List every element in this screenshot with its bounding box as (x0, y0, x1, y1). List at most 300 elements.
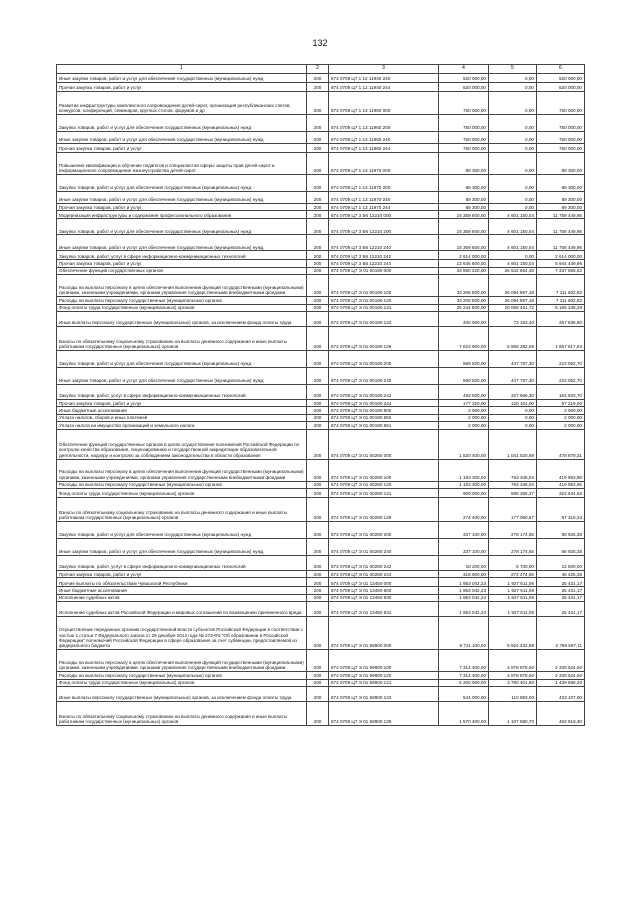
row-value-remaining: 520 000,00 (537, 74, 585, 83)
row-value-approved: 274 400,00 (439, 498, 489, 522)
row-value-executed: 1 107 580,70 (489, 702, 537, 726)
row-value-remaining: 419 953,96 (537, 481, 585, 488)
row-description: Обеспечение функций государственных органов (57, 267, 307, 274)
row-value-executed: 110 893,00 (489, 687, 537, 702)
row-value-executed: 0,00 (489, 115, 537, 132)
table-row (57, 459, 585, 481)
row-value-approved: 2 000,00 (439, 414, 489, 421)
row-description: Расходы на выплаты персоналу в целях обеспечения выполнения функций государственными (муниципальными) органами, казенными учреждениями, органами управления государственными внебюджетными фондами (57, 275, 307, 297)
row-description: Закупка товаров, работ, услуг в сфере информационно-коммуникационных технологий (57, 385, 307, 400)
row-value-approved: 1 953 042,23 (439, 587, 489, 594)
row-code: 200 (307, 481, 329, 488)
table-row (57, 489, 585, 498)
row-value-remaining: 2 335 524,50 (537, 650, 585, 672)
row-value-approved: 7 314 400,00 (439, 650, 489, 672)
row-value-executed: 5 966 282,06 (489, 327, 537, 351)
row-value-approved: 7 623 900,00 (439, 327, 489, 351)
row-budget-code: 874 0709 Ц7 Э 01 00280 120 (329, 481, 439, 488)
row-budget-code: 874 0709 Ц7 3 Б6 12210 244 (329, 260, 439, 267)
row-budget-code: 874 0709 Ц7 Э 01 59900 122 (329, 687, 439, 702)
table-row (57, 407, 585, 414)
row-value-executed: 1 041 520,69 (489, 429, 537, 459)
table-row (57, 687, 585, 702)
row-value-approved: 5 200 000,00 (439, 679, 489, 686)
row-code: 200 (307, 219, 329, 235)
row-value-remaining: 1 657 617,94 (537, 327, 585, 351)
row-code: 200 (307, 400, 329, 407)
row-budget-code: 874 0709 Ц7 Э 01 13450 831 (329, 602, 439, 617)
row-description: Взносы по обязательному социальному страхованию на выплаты денежного содержания и иные выплаты работникам государственных (муниципальных) органов (57, 498, 307, 522)
row-description: Иные выплаты персоналу государственных (муниципальных) органов, за исключением фонда оплаты труда (57, 312, 307, 327)
row-code: 200 (307, 429, 329, 459)
table-row (57, 74, 585, 83)
row-code: 200 (307, 251, 329, 260)
row-value-remaining: 2 786 667,11 (537, 617, 585, 650)
row-description: Закупка товаров, работ и услуг для обеспечения государственных (муниципальных) нужд (57, 115, 307, 132)
row-value-approved: 750 000,00 (439, 132, 489, 144)
row-code: 200 (307, 92, 329, 115)
column-header: 2 (307, 65, 329, 74)
row-value-remaining: 462 819,30 (537, 702, 585, 726)
row-value-approved: 337 100,00 (439, 539, 489, 556)
table-header-row (57, 65, 585, 74)
row-value-executed: 0,00 (489, 83, 537, 92)
table-row (57, 602, 585, 617)
row-value-approved: 669 820,00 (439, 368, 489, 385)
row-value-executed: 586 265,37 (489, 489, 537, 498)
row-budget-code: 874 0709 Ц7 Э 01 00280 242 (329, 556, 439, 571)
row-code: 200 (307, 267, 329, 274)
row-code: 200 (307, 204, 329, 211)
row-description: Осуществление переданных органам государственной власти субъектов Российской Федерации в соответствии с частью 1 статьи 7 Федерального закона от 29 декабря 2012 года № 273-ФЗ "Об образовании в Российской Федерации" полномочий Российской Федерации в сфере образования за счет субвенции, предоставляемой из федерального бюджета (57, 617, 307, 650)
row-value-executed: 5 924 432,89 (489, 617, 537, 650)
row-value-executed: 1 927 611,06 (489, 578, 537, 587)
table-row (57, 211, 585, 219)
row-description: Фонд оплаты труда государственных (муниципальных) органов (57, 679, 307, 686)
row-budget-code: 874 0709 Ц7 Э 01 00280 200 (329, 522, 439, 539)
row-description: Иные закупки товаров, работ и услуг для обеспечения государственных (муниципальных) нужд (57, 368, 307, 385)
row-value-remaining: 222 052,70 (537, 368, 585, 385)
row-budget-code: 874 0709 Ц7 3 Б6 12210 000 (329, 211, 439, 219)
row-code: 200 (307, 539, 329, 556)
row-description: Закупка товаров, работ, услуг в сфере информационно-коммуникационных технологий (57, 556, 307, 571)
row-value-remaining: 2 335 524,50 (537, 672, 585, 679)
row-budget-code: 874 0709 Ц7 Э 01 59900 000 (329, 617, 439, 650)
row-code: 200 (307, 192, 329, 204)
row-value-executed: 278 174,65 (489, 539, 537, 556)
table-row (57, 144, 585, 153)
row-value-executed: 4 601 150,04 (489, 219, 537, 235)
row-description: Прочая закупка товаров, работ и услуг (57, 204, 307, 211)
row-budget-code: 874 0709 Ц7 Э 01 00190 120 (329, 297, 439, 304)
row-value-remaining: 2 000,00 (537, 407, 585, 414)
row-code: 200 (307, 498, 329, 522)
table-row (57, 587, 585, 594)
row-description: Закупка товаров, работ и услуг для обеспечения государственных (муниципальных) нужд (57, 219, 307, 235)
row-value-approved: 1 183 300,00 (439, 459, 489, 481)
row-budget-code: 874 0709 Ц7 Э 01 00280 000 (329, 429, 439, 459)
row-value-executed: 177 080,67 (489, 498, 537, 522)
row-description: Закупка товаров, работ и услуг для обеспечения государственных (муниципальных) нужд (57, 351, 307, 368)
row-code: 200 (307, 144, 329, 153)
row-value-approved: 33 206 500,00 (439, 275, 489, 297)
row-code: 200 (307, 672, 329, 679)
row-value-approved: 1 570 400,00 (439, 702, 489, 726)
row-value-approved: 33 880 320,00 (439, 267, 489, 274)
row-code: 200 (307, 617, 329, 650)
row-value-remaining: 58 925,35 (537, 539, 585, 556)
row-description: Закупка товаров, работ и услуг для обеспечения государственных (муниципальных) нужд (57, 522, 307, 539)
row-value-approved: 25 244 800,00 (439, 304, 489, 311)
row-code: 200 (307, 702, 329, 726)
row-value-executed: 0,00 (489, 204, 537, 211)
row-value-remaining: 89 300,00 (537, 192, 585, 204)
table-row (57, 327, 585, 351)
row-value-approved: 318 900,00 (439, 571, 489, 578)
row-value-remaining: 12 500,00 (537, 556, 585, 571)
row-value-remaining: 7 337 655,52 (537, 267, 585, 274)
row-description: Иные закупки товаров, работ и услуг для обеспечения государственных (муниципальных) нужд (57, 132, 307, 144)
row-description: Фонд оплаты труда государственных (муниципальных) органов (57, 304, 307, 311)
row-value-executed: 0,00 (489, 414, 537, 421)
row-budget-code: 874 0709 Ц7 Э 01 00190 100 (329, 275, 439, 297)
row-value-executed: 0,00 (489, 74, 537, 83)
row-value-executed: 1 927 611,06 (489, 587, 537, 594)
row-value-remaining: 11 758 449,96 (537, 211, 585, 219)
row-value-approved: 520 000,00 (439, 74, 489, 83)
table-row (57, 267, 585, 274)
row-budget-code: 874 0709 Ц7 Э 01 00190 242 (329, 385, 439, 400)
row-budget-code: 874 0709 Ц7 Э 01 00280 240 (329, 539, 439, 556)
row-value-approved: 8 711 100,00 (439, 617, 489, 650)
row-value-executed: 0,00 (489, 144, 537, 153)
row-description: Иные закупки товаров, работ и услуг для обеспечения государственных (муниципальных) нужд (57, 74, 307, 83)
row-value-remaining: 750 000,00 (537, 132, 585, 144)
row-value-approved: 2 614 000,00 (439, 251, 489, 260)
row-value-approved: 1 953 042,23 (439, 594, 489, 601)
row-code: 200 (307, 327, 329, 351)
row-description: Прочая закупка товаров, работ и услуг (57, 144, 307, 153)
row-code: 200 (307, 351, 329, 368)
table-row (57, 422, 585, 429)
row-value-executed: 327 666,30 (489, 385, 537, 400)
table-row (57, 539, 585, 556)
table-row (57, 260, 585, 267)
row-budget-code: 874 0709 Ц7 Э 01 59900 121 (329, 679, 439, 686)
row-value-remaining: 222 052,70 (537, 351, 585, 368)
row-code: 200 (307, 687, 329, 702)
row-value-remaining: 750 000,00 (537, 92, 585, 115)
row-budget-code: 874 0709 Ц7 3 Б6 12210 240 (329, 235, 439, 251)
table-row (57, 115, 585, 132)
row-value-approved: 18 200,00 (439, 556, 489, 571)
table-row (57, 204, 585, 211)
row-budget-code: 874 0709 Ц7 Э 01 00190 244 (329, 400, 439, 407)
row-description: Иные закупки товаров, работ и услуг для обеспечения государственных (муниципальных) нужд (57, 192, 307, 204)
row-value-remaining: 25 431,17 (537, 587, 585, 594)
row-value-approved: 520 000,00 (439, 83, 489, 92)
row-value-remaining: 57 219,00 (537, 400, 585, 407)
row-description: Исполнение судебных актов (57, 594, 307, 601)
row-code: 200 (307, 594, 329, 601)
row-value-approved: 340 000,00 (439, 312, 489, 327)
row-budget-code: 874 0709 Ц7 Э 01 00190 800 (329, 407, 439, 414)
row-value-approved: 544 000,00 (439, 687, 489, 702)
row-description: Взносы по обязательному социальному страхованию на выплаты денежного содержания и иные выплаты работникам государственных (муниципальных) органов (57, 327, 307, 351)
row-code: 200 (307, 459, 329, 481)
row-code: 200 (307, 132, 329, 144)
row-value-remaining: 2 614 000,00 (537, 251, 585, 260)
table-row (57, 571, 585, 578)
row-value-approved: 1 953 042,23 (439, 602, 489, 617)
row-description: Расходы на выплаты персоналу государственных (муниципальных) органов (57, 481, 307, 488)
row-code: 200 (307, 153, 329, 175)
row-budget-code: 874 0709 Ц7 Э 01 13450 800 (329, 587, 439, 594)
table-row (57, 556, 585, 571)
column-header: 5 (489, 65, 537, 74)
row-budget-code: 874 0709 Ц7 1 13 11970 240 (329, 192, 439, 204)
row-value-remaining: 322 634,63 (537, 489, 585, 498)
row-value-approved: 1 520 400,00 (439, 429, 489, 459)
row-value-remaining: 1 439 598,20 (537, 679, 585, 686)
table-row (57, 498, 585, 522)
table-row (57, 578, 585, 587)
row-budget-code: 874 0709 Ц7 Э 01 00190 851 (329, 422, 439, 429)
row-value-executed: 120 101,00 (489, 400, 537, 407)
table-row (57, 175, 585, 192)
row-code: 200 (307, 83, 329, 92)
row-description: Расходы на выплаты персоналу в целях обеспечения выполнения функций государственными (муниципальными) органами, казенными учреждениями, органами управления государственными внебюджетными фондами (57, 459, 307, 481)
row-code: 200 (307, 385, 329, 400)
row-value-remaining: 8 944 449,96 (537, 260, 585, 267)
row-value-executed: 447 767,30 (489, 368, 537, 385)
row-value-executed: 20 058 451,72 (489, 304, 537, 311)
row-value-approved: 89 300,00 (439, 204, 489, 211)
row-budget-code: 874 0709 Ц7 Э 01 00190 240 (329, 368, 439, 385)
row-description: Закупка товаров, работ, услуг в сфере информационно-коммуникационных технологий (57, 251, 307, 260)
table-row (57, 132, 585, 144)
row-code: 200 (307, 578, 329, 587)
row-value-executed: 4 978 875,50 (489, 650, 537, 672)
row-value-remaining: 89 300,00 (537, 204, 585, 211)
row-code: 200 (307, 297, 329, 304)
column-header: 4 (439, 65, 489, 74)
row-value-remaining: 750 000,00 (537, 115, 585, 132)
row-value-approved: 492 500,00 (439, 385, 489, 400)
row-value-approved: 2 000,00 (439, 422, 489, 429)
table-row (57, 385, 585, 400)
row-value-remaining: 25 431,17 (537, 578, 585, 587)
table-row (57, 594, 585, 601)
row-budget-code: 874 0709 Ц7 3 Б6 12210 242 (329, 251, 439, 260)
row-code: 200 (307, 235, 329, 251)
row-description: Иные закупки товаров, работ и услуг для обеспечения государственных (муниципальных) нужд (57, 539, 307, 556)
row-budget-code: 874 0709 Ц7 Э 01 00280 129 (329, 498, 439, 522)
row-value-remaining: 750 000,00 (537, 144, 585, 153)
row-description: Иные выплаты персоналу государственных (муниципальных) органов, за исключением фонда оплаты труда (57, 687, 307, 702)
row-value-executed: 0,00 (489, 192, 537, 204)
row-budget-code: 874 0709 Ц7 Э 01 00190 129 (329, 327, 439, 351)
table-row (57, 679, 585, 686)
row-value-executed: 0,00 (489, 251, 537, 260)
row-budget-code: 874 0709 Ц7 3 Б6 12210 200 (329, 219, 439, 235)
row-description: Развитие инфраструктуры комплексного сопровождения детей-сирот, организация республиканских слетов, конкурсов, конференций, семинаров, круглых столов, форумов и др (57, 92, 307, 115)
row-code: 200 (307, 211, 329, 219)
row-code: 200 (307, 414, 329, 421)
row-budget-code: 874 0709 Ц7 1 13 11970 244 (329, 204, 439, 211)
row-value-executed: 0,00 (489, 132, 537, 144)
table-row (57, 414, 585, 421)
table-row (57, 617, 585, 650)
row-value-executed: 5 700,00 (489, 556, 537, 571)
row-value-executed: 26 542 664,48 (489, 267, 537, 274)
table-row (57, 481, 585, 488)
row-code: 200 (307, 650, 329, 672)
row-value-approved: 909 000,00 (439, 489, 489, 498)
row-value-remaining: 25 431,17 (537, 602, 585, 617)
row-value-approved: 1 183 300,00 (439, 481, 489, 488)
row-budget-code: 874 0709 Ц7 Э 01 00190 121 (329, 304, 439, 311)
row-code: 200 (307, 489, 329, 498)
table-row (57, 192, 585, 204)
table-row (57, 275, 585, 297)
row-description: Прочая закупка товаров, работ и услуг (57, 400, 307, 407)
row-budget-code: 874 0709 Ц7 1 13 11970 000 (329, 153, 439, 175)
row-value-remaining: 46 425,35 (537, 571, 585, 578)
row-value-approved: 2 000,00 (439, 407, 489, 414)
row-description: Расходы на выплаты персоналу государственных (муниципальных) органов (57, 297, 307, 304)
row-value-executed: 447 767,30 (489, 351, 537, 368)
row-code: 200 (307, 115, 329, 132)
row-description: Иные бюджетные ассигнования (57, 587, 307, 594)
row-budget-code: 874 0709 Ц7 Э 01 13450 830 (329, 594, 439, 601)
row-value-approved: 89 300,00 (439, 153, 489, 175)
row-code: 200 (307, 571, 329, 578)
table-row (57, 304, 585, 311)
row-value-approved: 750 000,00 (439, 115, 489, 132)
row-value-executed: 272 474,65 (489, 571, 537, 578)
row-value-remaining: 2 000,00 (537, 414, 585, 421)
row-code: 200 (307, 368, 329, 385)
table-row (57, 400, 585, 407)
row-budget-code: 874 0709 Ц7 Э 01 13450 000 (329, 578, 439, 587)
row-description: Взносы по обязательному социальному страхованию на выплаты денежного содержания и иные выплаты работникам государственных (муниципальных) органов (57, 702, 307, 726)
row-code: 200 (307, 175, 329, 192)
row-value-approved: 33 206 500,00 (439, 297, 489, 304)
row-code: 200 (307, 407, 329, 414)
row-description: Прочие выплаты по обязательствам Чувашской Республики (57, 578, 307, 587)
budget-table (56, 64, 585, 726)
row-value-executed: 0,00 (489, 407, 537, 414)
row-budget-code: 874 0709 Ц7 Э 01 00190 122 (329, 312, 439, 327)
row-value-executed: 763 346,04 (489, 459, 537, 481)
row-value-remaining: 11 758 449,96 (537, 219, 585, 235)
row-value-executed: 278 174,65 (489, 522, 537, 539)
row-value-approved: 750 000,00 (439, 92, 489, 115)
row-budget-code: 874 0709 Ц7 1 13 11960 244 (329, 144, 439, 153)
table-row (57, 312, 585, 327)
column-header: 6 (537, 65, 585, 74)
row-budget-code: 874 0709 Ц7 Э 01 00280 244 (329, 571, 439, 578)
row-value-remaining: 433 107,00 (537, 687, 585, 702)
column-header: 1 (57, 65, 307, 74)
row-code: 200 (307, 304, 329, 311)
row-value-executed: 3 760 401,80 (489, 679, 537, 686)
table-row (57, 702, 585, 726)
table-row (57, 235, 585, 251)
column-header: 3 (329, 65, 439, 74)
row-value-approved: 89 300,00 (439, 175, 489, 192)
row-description: Повышение квалификации и обучение педагогов и специалистов сферы защиты прав детей-сирот и информационное сопровождение жизнеустройства детей-сирот (57, 153, 307, 175)
row-value-remaining: 58 925,35 (537, 522, 585, 539)
row-code: 200 (307, 522, 329, 539)
table-row (57, 83, 585, 92)
table-row (57, 297, 585, 304)
row-value-remaining: 419 953,96 (537, 459, 585, 481)
row-value-executed: 26 094 897,18 (489, 297, 537, 304)
row-description: Уплата налогов, сборов и иных платежей (57, 414, 307, 421)
row-value-remaining: 11 758 449,96 (537, 235, 585, 251)
row-value-remaining: 520 000,00 (537, 83, 585, 92)
table-row (57, 251, 585, 260)
row-value-approved: 1 953 042,23 (439, 578, 489, 587)
row-value-remaining: 89 300,00 (537, 153, 585, 175)
row-value-approved: 7 314 400,00 (439, 672, 489, 679)
row-budget-code: 874 0709 Ц7 Э 01 00190 200 (329, 351, 439, 368)
row-value-executed: 0,00 (489, 153, 537, 175)
table-row (57, 351, 585, 368)
row-value-approved: 13 645 600,00 (439, 260, 489, 267)
row-description: Иные закупки товаров, работ и услуг для обеспечения государственных (муниципальных) нужд (57, 235, 307, 251)
table-row (57, 219, 585, 235)
row-code: 200 (307, 312, 329, 327)
row-value-executed: 0,00 (489, 92, 537, 115)
row-budget-code: 874 0709 Ц7 Э 01 00190 850 (329, 414, 439, 421)
row-value-approved: 337 100,00 (439, 522, 489, 539)
row-description: Прочая закупка товаров, работ и услуг (57, 260, 307, 267)
row-budget-code: 874 0709 Ц7 1 13 11960 200 (329, 115, 439, 132)
row-budget-code: 874 0709 Ц7 Э 01 59900 100 (329, 650, 439, 672)
table-row (57, 153, 585, 175)
row-value-executed: 1 927 611,06 (489, 594, 537, 601)
row-budget-code: 874 0709 Ц7 1 13 11970 200 (329, 175, 439, 192)
row-value-approved: 16 359 600,00 (439, 211, 489, 219)
row-description: Прочая закупка товаров, работ и услуг (57, 83, 307, 92)
row-budget-code: 874 0709 Ц7 1 12 11940 244 (329, 83, 439, 92)
row-value-remaining: 5 186 348,28 (537, 304, 585, 311)
row-value-executed: 4 601 150,04 (489, 211, 537, 219)
row-value-approved: 16 359 600,00 (439, 219, 489, 235)
row-value-approved: 750 000,00 (439, 144, 489, 153)
row-value-remaining: 25 431,17 (537, 594, 585, 601)
row-description: Исполнение судебных актов Российской Федерации и мировых соглашений по возмещению причиненного вреда (57, 602, 307, 617)
row-code: 200 (307, 74, 329, 83)
row-value-approved: 89 300,00 (439, 192, 489, 204)
table-row (57, 672, 585, 679)
row-value-approved: 669 820,00 (439, 351, 489, 368)
table-row (57, 522, 585, 539)
row-budget-code: 874 0709 Ц7 Э 01 00280 100 (329, 459, 439, 481)
row-value-executed: 0,00 (489, 422, 537, 429)
row-value-remaining: 7 111 602,82 (537, 297, 585, 304)
row-value-executed: 763 346,04 (489, 481, 537, 488)
row-value-executed: 4 978 875,50 (489, 672, 537, 679)
row-value-remaining: 97 319,33 (537, 498, 585, 522)
row-code: 200 (307, 422, 329, 429)
row-budget-code: 874 0709 Ц7 Э 01 00280 121 (329, 489, 439, 498)
row-value-remaining: 478 879,31 (537, 429, 585, 459)
row-description: Иные бюджетные ассигнования (57, 407, 307, 414)
